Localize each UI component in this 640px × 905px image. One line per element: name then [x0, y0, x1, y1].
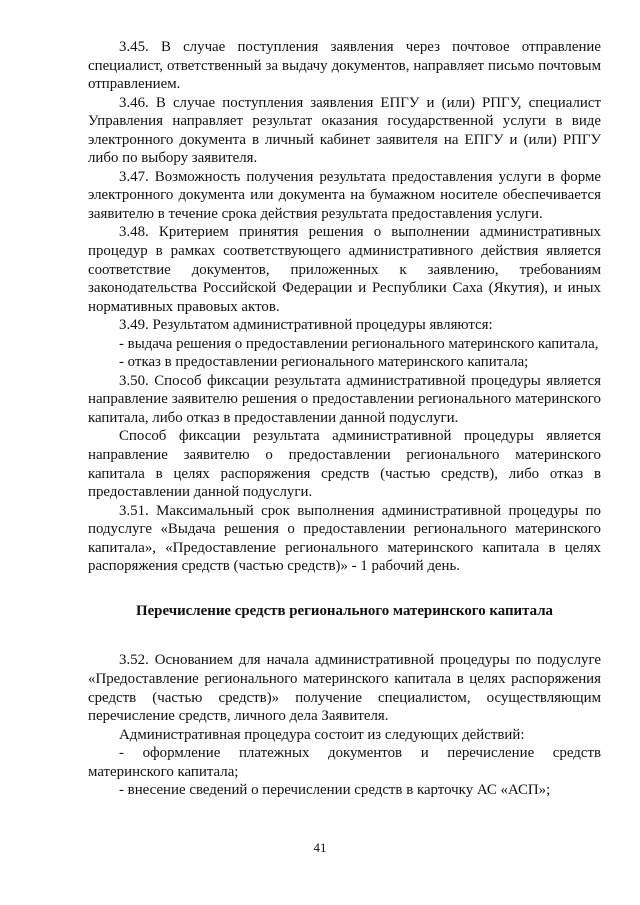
- paragraph-procedure-steps: Административная процедура состоит из следующих действий:: [119, 726, 525, 743]
- paragraph-3-47: 3.47. Возможность получения результата предоставления услуги в форме электронного документа или документа на бумажном носителе обеспечивается заявителю в течение срока действия результата предоставления услуги.: [88, 168, 601, 222]
- paragraph-fixation-method: Способ фиксации результата административной процедуры является направление заявителю о предоставлении регионального материнского капитала в целях распоряжения средств (частью средств), либо отказ в предоставлении данной подуслуги.: [88, 428, 601, 501]
- list-item-payment-documents: - оформление платежных документов и перечисление средств материнского капитала;: [88, 745, 601, 780]
- list-item-refusal: - отказ в предоставлении регионального материнского капитала;: [119, 354, 529, 371]
- paragraph-3-50: 3.50. Способ фиксации результата административной процедуры является направление заявителю решения о предоставлении регионального материнского капитала, либо отказ в предоставлении данной подуслуги.: [88, 372, 601, 426]
- paragraph-3-52: 3.52. Основанием для начала административной процедуры по подуслуге «Предоставление регионального материнского капитала в целях распоряжения средств (частью средств)» получение специалистом, осуществляющим перечисление средств, личного дела Заявителя.: [88, 652, 601, 725]
- list-item-decision-issue: - выдача решения о предоставлении регионального материнского капитала,: [119, 335, 599, 352]
- page-number: 41: [313, 840, 327, 855]
- paragraph-3-48: 3.48. Критерием принятия решения о выполнении административных процедур в рамках соответствующего административного действия является соответствие документов, приложенных к заявлению, требованиям законодательства Российской Федерации и Республики Саха (Якутия), и иных нормативных правовых актов.: [88, 224, 601, 315]
- paragraph-3-49: 3.49. Результатом административной процедуры являются:: [119, 317, 493, 334]
- paragraph-3-46: 3.46. В случае поступления заявления ЕПГУ и (или) РПГУ, специалист Управления направляет результат оказания государственной услуги в виде электронного документа в личный кабинет заявителя на ЕПГУ и (или) РПГУ либо по выбору заявителя.: [88, 94, 601, 167]
- list-item-asp-card: - внесение сведений о перечислении средств в карточку АС «АСП»;: [119, 782, 551, 799]
- section-heading: Перечисление средств регионального материнского капитала: [135, 602, 554, 619]
- paragraph-3-51: 3.51. Максимальный срок выполнения административной процедуры по подуслуге «Выдача решения о предоставлении регионального материнского капитала», «Предоставление регионального материнского капитала в целях распоряжения средств (частью средств)» - 1 рабочий день.: [88, 502, 601, 575]
- document-page: [88, 38, 601, 800]
- paragraph-3-45: 3.45. В случае поступления заявления через почтовое отправление специалист, ответственный за выдачу документов, направляет письмо почтовым отправлением.: [88, 39, 601, 93]
